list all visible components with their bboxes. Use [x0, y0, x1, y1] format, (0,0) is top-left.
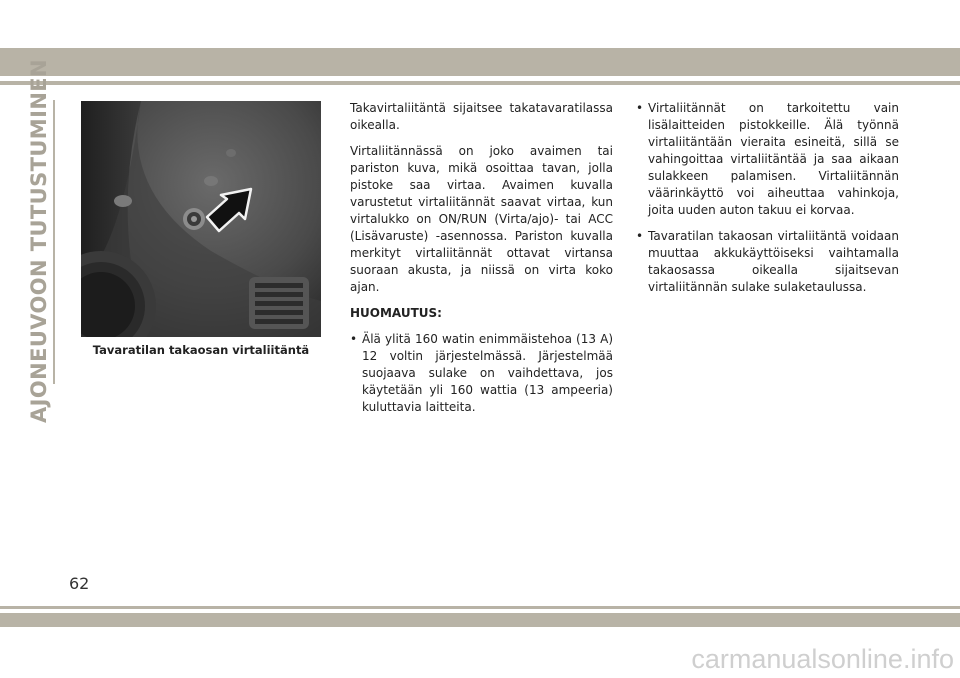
list-item-text: Tavaratilan takaosan virtaliitäntä voidaan muuttaa akkukäyttöiseksi vaihtamalla takaosassa oikealla sijaitsevan virtaliitännän sulake sulaketaulussa.: [648, 229, 899, 294]
list-item: [636, 100, 899, 219]
bullet-icon: •: [636, 101, 644, 115]
list-item: [350, 331, 613, 416]
header-rule: [0, 81, 960, 85]
paragraph-power-source: Virtaliitännässä on joko avaimen tai pariston kuva, mikä osoittaa tavan, jolla pistoke saa virtaa. Avaimen kuvalla varustetut virtaliitännät saavat virtaa, kun virtalukko on ON/RUN (Virta/ajo)- tai ACC (Lisävaruste) -asennossa. Pariston kuvalla merkityt virtaliitännät ottavat virtansa suoraan akusta, ja niissä on virta koko ajan.: [350, 144, 613, 294]
clip-hole: [114, 195, 132, 207]
bullet-icon: •: [636, 229, 644, 243]
header-band: [0, 48, 960, 76]
watermark: carmanualsonline.info: [691, 644, 954, 674]
text-column-right: [636, 100, 899, 305]
list-item: [636, 228, 899, 296]
section-title-vertical: [26, 58, 52, 424]
footer-rule: [0, 606, 960, 609]
list-item-text: Älä ylitä 160 watin enimmäistehoa (13 A) 12 voltin järjestelmässä. Järjestelmää suojaava sulake on vaihdettava, jos käytetään yli 160 wattia (13 ampeeria) kuluttavia laitteita.: [362, 332, 613, 414]
note-heading: HUOMAUTUS:: [350, 306, 442, 320]
paragraph-location: Takavirtaliitäntä sijaitsee takatavaratilassa oikealla.: [350, 101, 613, 132]
section-title-rule: [53, 100, 55, 384]
power-outlet-icon: [183, 208, 205, 230]
photo-illustration: [81, 101, 321, 337]
page-number: 62: [69, 574, 90, 593]
figure-caption: Tavaratilan takaosan virtaliitäntä: [92, 343, 310, 357]
bullet-icon: •: [350, 332, 358, 346]
text-column-middle: [350, 100, 613, 425]
vent-grille: [249, 277, 309, 329]
list-item-text: Virtaliitännät on tarkoitettu vain lisälaitteiden pistokkeille. Älä työnnä virtaliitäntään vieraita esineitä, sillä se vahingoittaa virtaliitäntää ja saa aikaan sulakkeen palamisen. Virtaliitännän väärinkäyttö voi aiheuttaa vahinkoja, joita uuden auton takuu ei korvaa.: [648, 101, 899, 217]
section-title-text: AJONEUVOON TUTUSTUMINEN: [27, 58, 51, 424]
rear-power-outlet-photo: [81, 101, 321, 337]
footer-band: [0, 613, 960, 627]
